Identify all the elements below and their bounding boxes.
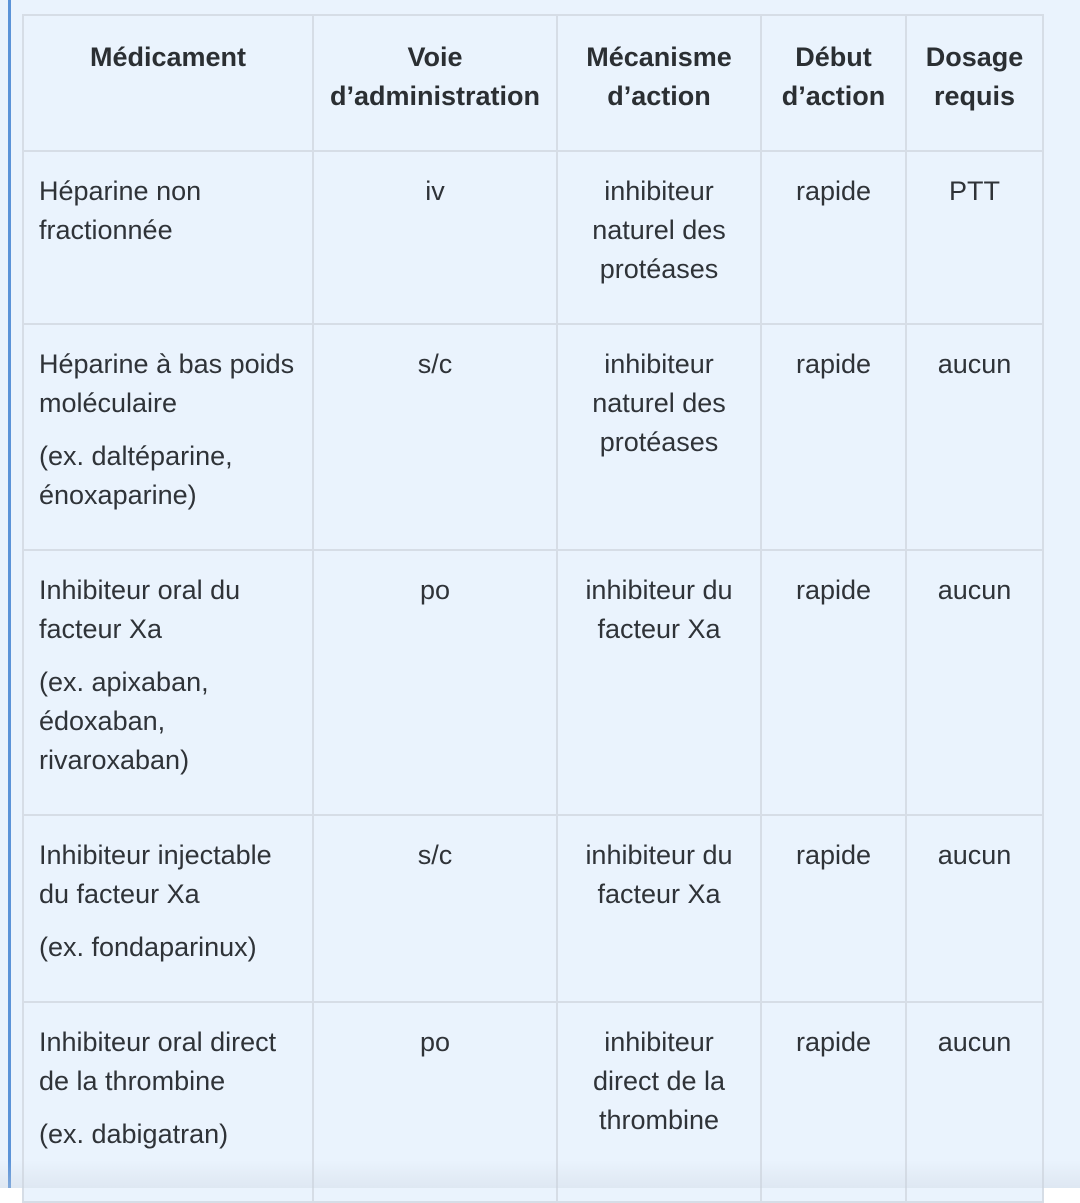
cell-route: s/c xyxy=(313,324,557,550)
left-accent-bar xyxy=(8,0,11,1188)
header-route: Voie d’administration xyxy=(313,15,557,151)
cell-mechanism: inhibiteur naturel des protéases xyxy=(557,324,761,550)
table-row xyxy=(23,1002,1043,1202)
table-row xyxy=(23,815,1043,1002)
drug-example: (ex. daltéparine, énoxaparine) xyxy=(39,441,233,510)
table-row xyxy=(23,324,1043,550)
cell-route: po xyxy=(313,550,557,815)
header-onset: Début d’action xyxy=(761,15,906,151)
cell-monitoring: aucun xyxy=(906,324,1043,550)
cell-drug xyxy=(23,1002,313,1202)
header-drug: Médicament xyxy=(23,15,313,151)
cell-monitoring: aucun xyxy=(906,815,1043,1002)
cell-onset: rapide xyxy=(761,1002,906,1202)
cell-mechanism: inhibiteur du facteur Xa xyxy=(557,815,761,1002)
anticoagulant-table xyxy=(22,14,1044,1203)
cell-monitoring: PTT xyxy=(906,151,1043,324)
table-header-row xyxy=(23,15,1043,151)
cell-onset: rapide xyxy=(761,550,906,815)
cell-drug xyxy=(23,151,313,324)
drug-name: Inhibiteur oral du facteur Xa xyxy=(39,575,241,644)
drug-example: (ex. apixaban, édoxaban, rivaroxaban) xyxy=(39,667,209,775)
cell-drug xyxy=(23,815,313,1002)
cell-drug xyxy=(23,550,313,815)
cell-mechanism: inhibiteur direct de la thrombine xyxy=(557,1002,761,1202)
table-row xyxy=(23,151,1043,324)
table-row xyxy=(23,550,1043,815)
cell-mechanism: inhibiteur naturel des protéases xyxy=(557,151,761,324)
cell-onset: rapide xyxy=(761,324,906,550)
cell-route: s/c xyxy=(313,815,557,1002)
drug-example: (ex. fondaparinux) xyxy=(39,932,257,962)
header-mechanism: Mécanisme d’action xyxy=(557,15,761,151)
drug-name: Inhibiteur injectable du facteur Xa xyxy=(39,840,272,909)
cell-monitoring: aucun xyxy=(906,550,1043,815)
drug-name: Héparine à bas poids moléculaire xyxy=(39,349,295,418)
cell-monitoring: aucun xyxy=(906,1002,1043,1202)
cell-drug xyxy=(23,324,313,550)
drug-example: (ex. dabigatran) xyxy=(39,1119,229,1149)
cell-route: iv xyxy=(313,151,557,324)
cell-onset: rapide xyxy=(761,151,906,324)
drug-name: Inhibiteur oral direct de la thrombine xyxy=(39,1027,277,1096)
cell-onset: rapide xyxy=(761,815,906,1002)
cell-route: po xyxy=(313,1002,557,1202)
header-monitoring: Dosage requis xyxy=(906,15,1043,151)
cell-mechanism: inhibiteur du facteur Xa xyxy=(557,550,761,815)
drug-name: Héparine non fractionnée xyxy=(39,176,202,245)
